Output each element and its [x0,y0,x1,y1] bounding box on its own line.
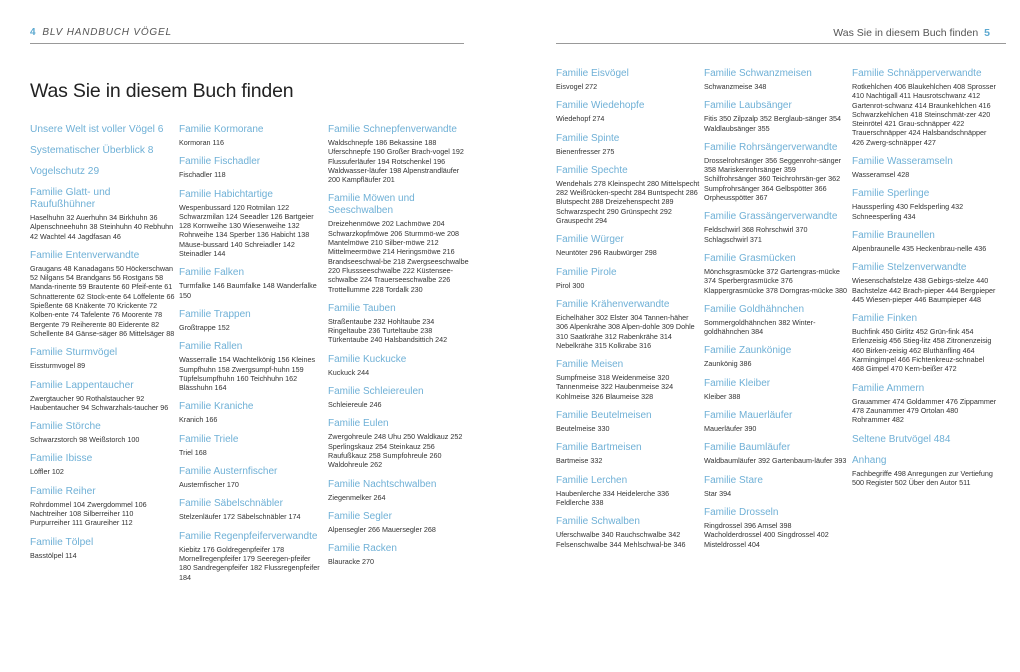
toc-entry-title [179,156,324,168]
running-title-right: Was Sie in diesem Buch finden [833,27,979,39]
toc-entry [704,68,849,91]
toc-entry [704,304,849,337]
toc-entry-title [556,410,701,422]
species-list: Zaunkönig 386 [704,359,752,369]
toc-column-4 [556,68,701,558]
species-list: Rotkehlchen 406 Blaukehlchen 408 Sprosser 410 Nachtigall 411 Hausrotschwanz 412 Gartenrot-schwanz 414 Braunkehlchen 416 Schwarzkehlchen 418 Steinschmät-zer 420 Steinrötel 421 Grau-schnäpper 422 Trauerschnäpper 424 Halsbandschnäpper 426 Zwerg-schnäpper 427 [852,82,996,147]
toc-entry [556,410,701,433]
toc-entry [556,516,701,549]
toc-entry [30,124,175,136]
toc-entry-title [704,442,849,454]
family-name: Familie Schwanzmeisen [704,68,812,79]
species-list: Star 394 [704,488,732,498]
species-list: Buchfink 450 Girlitz 452 Grün-fink 454 Erlenzeisig 456 Stieg-litz 458 Zitronenzeisig 460 Birken-zeisig 462 Bluthänfling 464 Karmingimpel 466 Fichtenkreuz-schnabel 468 Gimpel 470 Kern-beißer 472 [852,327,992,374]
toc-entry-title [179,498,324,510]
toc-entry-title [30,380,175,392]
family-name: Familie Braunellen [852,229,935,241]
toc-entry-title [704,68,849,80]
species-list: Rohrdommel 104 Zwergdommel 106 Nachtreiher 108 Silberreiher 110 Purpurreiher 111 Graureiher 112 [30,499,147,528]
species-list: Beutelmeise 330 [556,424,610,434]
right-page [510,0,1020,672]
toc-entry [30,166,175,178]
family-name: Familie Lappentaucher [30,379,134,391]
toc-entry-title [328,193,473,217]
family-name: Familie Kormorane [179,124,264,135]
family-name: Familie Möwen und Seeschwalben [328,193,415,217]
species-list: Alpenbraunelle 435 Heckenbrau-nelle 436 [852,243,987,253]
family-name: Familie Krähenverwandte [556,298,670,310]
family-name: Familie Schnepfenverwandte [328,124,457,135]
toc-entry [179,124,324,147]
toc-entry-title [30,453,175,465]
toc-entry [556,68,701,91]
toc-entry [704,442,849,465]
species-list: Waldbaumläufer 392 Gartenbaum-läufer 393 [704,456,847,466]
family-name: Familie Grasmücken [704,252,796,264]
species-list: Stelzenläufer 172 Säbelschnäbler 174 [179,512,301,522]
species-list: Kuckuck 244 [328,367,370,377]
toc-entry [30,187,175,241]
species-list: Löffler 102 [30,467,64,477]
toc-entry-title [30,347,175,359]
page-title: Was Sie in diesem Buch finden [30,80,294,102]
toc-entry-title [328,386,473,398]
species-list: Austernfischer 170 [179,480,239,490]
toc-entry [556,475,701,508]
family-name: Familie Schleiereulen [328,386,424,398]
toc-entry-title [179,124,324,136]
toc-entry-title [704,345,849,357]
toc-entry [704,345,849,368]
species-list: Turmfalke 146 Baumfalke 148 Wanderfalke 150 [179,281,317,300]
toc-entry [328,193,473,293]
family-name: Familie Ibisse [30,453,93,465]
toc-entry-title [30,421,175,433]
family-name: Familie Triele [179,433,239,445]
family-name: Familie Glatt- und Raufußhühner [30,187,111,210]
toc-entry-title [328,511,473,523]
species-list: Eichelhäher 302 Elster 304 Tannen-häher 306 Alpenkrähe 308 Alpen-dohle 309 Dohle 310 Saatkrähe 312 Rabenkrähe 314 Nebelkrähe 315 Kolkrabe 316 [556,312,695,350]
toc-entry [30,347,175,370]
toc-entry [704,100,849,133]
toc-entry-title [704,475,849,487]
toc-entry-title [704,378,849,390]
toc-entry [704,475,849,498]
toc-entry [704,410,849,433]
species-list: Ziegenmelker 264 [328,492,386,502]
running-header-right [833,27,990,39]
family-name: Unsere Welt ist voller Vögel [30,124,155,135]
toc-entry-title [179,267,324,279]
family-name: Familie Racken [328,543,397,555]
family-name: Familie Tauben [328,302,396,314]
toc-entry-title [704,211,849,223]
family-name: Familie Spechte [556,164,628,176]
section-page-number: 29 [87,166,100,177]
toc-entry [328,543,473,566]
family-name: Familie Baumläufer [704,442,791,454]
toc-entry [179,189,324,259]
toc-entry [852,230,997,253]
toc-entry-title [556,100,701,112]
toc-entry-title [852,230,997,242]
family-name: Familie Schnäpperverwandte [852,68,982,79]
toc-entry-title [556,475,701,487]
toc-entry [179,156,324,179]
family-name: Familie Sturmvögel [30,347,118,359]
toc-entry [179,309,324,332]
species-list: Wendehals 278 Kleinspecht 280 Mittelspecht 282 Weißrücken-specht 284 Buntspecht 286 Blutspecht 288 Dreizehenspecht 289 Schwarzspecht 290 Grünspecht 292 Grauspecht 294 [556,178,700,226]
family-name: Familie Wasseramseln [852,156,953,168]
toc-entry [30,537,175,560]
toc-column-2 [179,124,324,591]
species-list: Kiebitz 176 Goldregenpfeifer 178 Mornellregenpfeifer 179 Seeregen-pfeifer 180 Sandregenpfeifer 182 Flussregenpfeifer 184 [179,544,320,582]
family-name: Familie Habichtartige [179,188,273,200]
toc-entry [328,418,473,469]
species-list: Schwanzmeise 348 [704,82,767,91]
toc-entry [852,455,997,488]
family-name: Familie Kleiber [704,377,771,389]
species-list: Alpensegler 266 Mauersegler 268 [328,524,436,534]
toc-entry [30,453,175,476]
species-list: Ringdrossel 396 Amsel 398 Wacholderdrossel 400 Singdrossel 402 Misteldrossel 404 [704,520,829,549]
family-name: Familie Laubsänger [704,100,792,112]
toc-entry-title [852,434,997,446]
toc-entry [556,100,701,123]
toc-entry-title [556,442,701,454]
toc-entry [179,341,324,392]
toc-entry-title [328,303,473,315]
family-name: Familie Fischadler [179,156,261,168]
toc-entry [30,421,175,444]
header-rule-right [556,43,1006,44]
header-rule-left [30,43,464,44]
toc-entry-title [179,434,324,446]
toc-entry [852,68,997,147]
toc-entry [179,434,324,457]
toc-entry [30,380,175,413]
toc-entry [179,401,324,424]
toc-column-3 [328,124,473,575]
toc-entry-title [30,124,175,136]
family-name: Familie Falken [179,267,245,279]
toc-entry [704,253,849,295]
family-name: Familie Tölpel [30,536,94,548]
family-name: Familie Lerchen [556,474,628,486]
toc-entry [556,359,701,401]
toc-entry-title [179,466,324,478]
species-list: Eisvogel 272 [556,82,598,91]
species-list: Großtrappe 152 [179,322,230,332]
toc-entry [328,386,473,409]
toc-entry-title [852,455,997,467]
species-list: Neuntöter 296 Raubwürger 298 [556,248,657,258]
toc-entry-title [556,133,701,145]
species-list: Straßentaube 232 Hohltaube 234 Ringeltaube 236 Turteltaube 238 Türkentaube 240 Halsbandsittich 242 [328,316,448,345]
family-name: Familie Eulen [328,418,389,430]
toc-entry-title [30,187,175,211]
family-name: Seltene Brutvögel [852,433,931,445]
toc-entry-title [556,165,701,177]
toc-entry [30,145,175,157]
toc-entry [556,133,701,156]
species-list: Kormoran 116 [179,138,225,147]
species-list: Grauammer 474 Goldammer 476 Zippammer 478 Zaunammer 479 Ortolan 480 Rohrammer 482 [852,396,997,425]
running-title-left: BLV HANDBUCH VÖGEL [42,27,172,38]
toc-entry-title [179,309,324,321]
species-list: Kleiber 388 [704,391,741,401]
species-list: Mönchsgrasmücke 372 Gartengras-mücke 374 Sperbergrasmücke 376 Klappergrasmücke 378 Dorngras-mücke 380 [704,266,848,295]
toc-entry [852,156,997,179]
toc-entry-title [704,142,849,154]
species-list: Wasseramsel 428 [852,170,910,180]
toc-entry-title [328,124,473,136]
family-name: Familie Eisvögel [556,68,629,79]
family-name: Familie Rallen [179,341,243,353]
species-list: Sommergoldhähnchen 382 Winter-goldhähnchen 384 [704,317,816,337]
toc-entry [556,442,701,465]
toc-entry [852,434,997,446]
toc-entry [556,234,701,257]
family-name: Familie Segler [328,510,392,522]
toc-entry-title [704,507,849,519]
family-name: Familie Schwalben [556,516,640,528]
family-name: Familie Stare [704,474,763,486]
toc-entry-title [852,68,997,80]
family-name: Familie Rohrsängerverwandte [704,141,838,153]
species-list: Waldschnepfe 186 Bekassine 188 Uferschnepfe 190 Großer Brach-vogel 192 Flussuferläufer 194 Rotschenkel 196 Waldwasser-läufer 198 Alpenstrandläufer 200 Kampfläufer 201 [328,138,464,185]
family-name: Familie Drosseln [704,506,779,518]
page-number-left: 4 [30,27,37,38]
species-list: Schwarzstorch 98 Weißstorch 100 [30,435,140,445]
toc-entry-title [179,401,324,413]
family-name: Familie Nachtschwalben [328,478,437,490]
species-list: Uferschwalbe 340 Rauchschwalbe 342 Felsenschwalbe 344 Mehlschwal-be 346 [556,530,686,549]
family-name: Familie Mauerläufer [704,410,793,422]
family-name: Familie Reiher [30,485,96,497]
toc-entry [30,486,175,528]
family-name: Vogelschutz [30,166,85,177]
species-list: Graugans 48 Kanadagans 50 Höckerschwan 52 Nilgans 54 Brandgans 56 Rostgans 58 Manda-rinente 59 Brautente 60 Pfeif-ente 61 Schnatterente 62 Stock-ente 64 Löffelente 66 Spießente 68 Knäkente 70 Krickente 72 Kolben-ente 74 Tafelente 76 Moorente 78 Bergente 79 Reiherente 80 Eiderente 82 Schellente 84 Gänse-säger 86 Mittelsäger 88 [30,263,175,338]
page-number-right: 5 [984,27,990,39]
toc-entry-title [30,537,175,549]
toc-entry-title [704,100,849,112]
toc-entry-title [852,383,997,395]
toc-entry [179,531,324,582]
toc-entry-title [852,313,997,325]
toc-entry [30,250,175,338]
species-list: Wiesenschafstelze 438 Gebirgs-stelze 440 Bachstelze 442 Brach-pieper 444 Bergpieper 445 Wiesen-pieper 446 Baumpieper 448 [852,276,996,304]
family-name: Familie Grassängerverwandte [704,211,838,223]
toc-entry-title [556,516,701,528]
species-list: Schleiereule 246 [328,400,382,410]
family-name: Familie Finken [852,313,918,325]
toc-entry-title [852,188,997,200]
family-name: Familie Pirole [556,266,617,278]
family-name: Familie Wiedehopfe [556,100,645,112]
toc-column-5 [704,68,849,558]
species-list: Haussperling 430 Feldsperling 432 Schneesperling 434 [852,202,964,221]
section-page-number: 6 [157,124,164,135]
family-name: Familie Kraniche [179,401,254,413]
species-list: Dreizehenmöwe 202 Lachmöwe 204 Schwarzkopfmöwe 206 Sturmmö-we 208 Mantelmöwe 210 Silber-möwe 212 Mittelmeermöwe 214 Heringsmöwe 216 Brandseeschwal-be 218 Zwergseeschwalbe 220 Flussseeschwalbe 222 Küstensee-schwalbe 224 Trauerseeschwalbe 226 Trottellumme 228 Tordalk 230 [328,219,469,294]
toc-entry-title [556,267,701,279]
family-name: Familie Bartmeisen [556,442,642,454]
species-list: Haubenlerche 334 Heidelerche 336 Feldlerche 338 [556,488,670,507]
toc-entry-title [328,354,473,366]
toc-entry-title [852,262,997,274]
toc-entry-title [179,531,324,543]
family-name: Familie Goldhähnchen [704,303,805,315]
toc-entry-title [328,543,473,555]
family-name: Familie Entenverwandte [30,249,140,261]
toc-entry-title [30,486,175,498]
family-name: Familie Meisen [556,359,624,371]
species-list: Feldschwirl 368 Rohrschwirl 370 Schlagschwirl 371 [704,225,808,244]
toc-entry-title [328,418,473,430]
toc-entry [556,267,701,290]
species-list: Basstölpel 114 [30,550,77,560]
toc-entry [852,383,997,425]
toc-entry-title [852,156,997,168]
toc-column-6 [852,68,997,496]
species-list: Zwergtaucher 90 Rothalstaucher 92 Haubentaucher 94 Schwarzhals-taucher 96 [30,393,169,412]
family-name: Familie Beutelmeisen [556,410,652,422]
toc-entry [328,124,473,184]
toc-entry-title [704,410,849,422]
species-list: Haselhuhn 32 Auerhuhn 34 Birkhuhn 36 Alpenschneehuhn 38 Steinhuhn 40 Rebhuhn 42 Wachtel 44 Jagdfasan 46 [30,213,174,241]
toc-column-1 [30,124,175,569]
toc-entry-title [704,304,849,316]
toc-entry-title [328,479,473,491]
species-list: Fachbegriffe 498 Anregungen zur Vertiefung 500 Register 502 Über den Autor 511 [852,468,993,487]
family-name: Familie Trappen [179,308,251,320]
species-list: Pirol 300 [556,280,585,290]
species-list: Triel 168 [179,447,207,457]
species-list: Mauerläufer 390 [704,424,757,434]
toc-entry-title [556,299,701,311]
toc-entry-title [704,253,849,265]
family-name: Familie Ammern [852,382,925,394]
toc-entry [556,165,701,225]
toc-entry-title [30,145,175,157]
toc-entry [179,267,324,300]
toc-entry [704,211,849,244]
species-list: Sumpfmeise 318 Weidenmeise 320 Tannenmeise 322 Haubenmeise 324 Kohlmeise 326 Blaumeise 328 [556,373,674,401]
toc-entry [704,142,849,202]
family-name: Familie Würger [556,234,624,246]
toc-entry-title [556,359,701,371]
species-list: Eissturmvogel 89 [30,361,86,371]
species-list: Fitis 350 Zilpzalp 352 Berglaub-sänger 354 Waldlaubsänger 355 [704,114,842,133]
family-name: Familie Spinte [556,132,620,144]
family-name: Systematischer Überblick [30,145,145,156]
toc-entry [328,479,473,502]
family-name: Anhang [852,454,887,466]
toc-entry [328,303,473,345]
family-name: Familie Zaunkönige [704,345,792,357]
toc-entry [852,313,997,373]
toc-entry-title [179,341,324,353]
species-list: Kranich 166 [179,415,218,425]
section-page-number: 484 [933,433,951,445]
toc-entry [556,299,701,350]
species-list: Wespenbussard 120 Rotmilan 122 Schwarzmilan 124 Seeadler 126 Bartgeier 128 Kornweihe 130 Wiesenweihe 132 Rohrweihe 134 Sperber 136 Habicht 138 Mäuse-bussard 140 Schreiadler 142 Steinadler 144 [179,202,314,259]
family-name: Familie Regenpfeiferverwandte [179,530,318,542]
toc-entry [852,188,997,221]
species-list: Zwergohreule 248 Uhu 250 Waldkauz 252 Sperlingskauz 254 Steinkauz 256 Raufußkauz 258 Sumpfohreule 260 Waldohreule 262 [328,432,463,470]
species-list: Bartmeise 332 [556,456,603,466]
toc-entry-title [179,189,324,201]
running-header-left [30,27,172,38]
toc-entry [179,466,324,489]
family-name: Familie Sperlinge [852,188,930,200]
species-list: Wasserralle 154 Wachtelkönig 156 Kleines Sumpfhuhn 158 Zwergsumpf-huhn 159 Tüpfelsumpfhuhn 160 Teichhuhn 162 Blässhuhn 164 [179,355,316,393]
family-name: Familie Austernfischer [179,466,278,478]
toc-entry [704,507,849,549]
species-list: Wiedehopf 274 [556,114,605,124]
species-list: Bienenfresser 275 [556,146,615,156]
toc-entry-title [556,68,701,80]
family-name: Familie Kuckucke [328,353,407,365]
toc-entry [852,262,997,304]
toc-entry [704,378,849,401]
species-list: Fischadler 118 [179,170,226,180]
toc-entry [328,354,473,377]
toc-entry-title [30,166,175,178]
toc-entry [328,511,473,534]
species-list: Drosselrohrsänger 356 Seggenrohr-sänger 358 Mariskenrohrsänger 359 Schilfrohrsänger 360 Teichrohrsän-ger 362 Sumpfrohrsänger 364 Gelbspötter 366 Orpheusspötter 367 [704,155,842,203]
toc-entry-title [556,234,701,246]
family-name: Familie Säbelschnäbler [179,498,283,510]
species-list: Blauracke 270 [328,557,374,567]
toc-entry [179,498,324,521]
section-page-number: 8 [147,145,154,156]
toc-entry-title [30,250,175,262]
family-name: Familie Störche [30,421,101,433]
family-name: Familie Stelzenverwandte [852,262,967,274]
